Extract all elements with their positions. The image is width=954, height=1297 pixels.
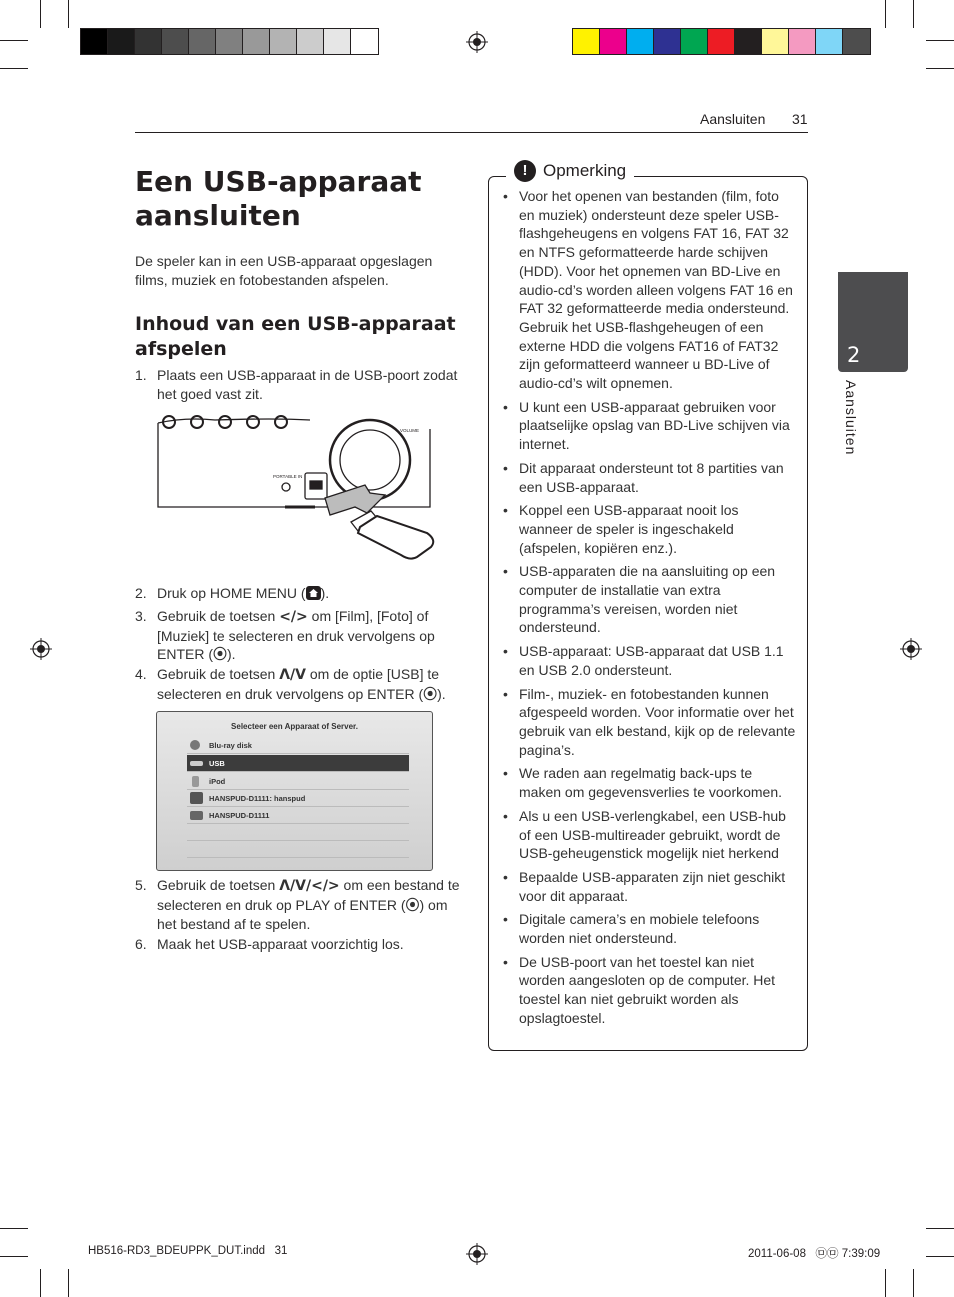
color-swatch <box>735 29 762 54</box>
intro-text: De speler kan in een USB-apparaat opgeslagen films, muziek en fotobestanden afspelen. <box>135 253 433 288</box>
note-item: • Koppel een USB-apparaat nooit los wanneer de speler is ingeschakeld (afspelen, kopiëren enz.). <box>503 501 796 557</box>
color-swatch <box>81 29 108 54</box>
step-2: 2. Druk op HOME MENU ( ). <box>135 585 330 601</box>
color-swatch <box>654 29 681 54</box>
crop-mark <box>913 1269 914 1297</box>
header-rule <box>135 132 808 133</box>
page-title: Een USB-apparaat aansluiten <box>135 165 422 232</box>
color-swatch <box>816 29 843 54</box>
header-section: Aansluiten <box>700 111 766 127</box>
note-item: • Voor het openen van bestanden (film, foto en muziek) ondersteunt deze speler USB-flashgeheugens en volgens FAT 16, FAT 32 en NTFS geformatteerde harde schijven (HDD). Voor het opnemen van BD-Live en audio-cd’s worden alleen volgens FAT 16 en FAT 32 geformatteerde media ondersteund. Gebruik het USB-flashgeheugen of een externe HDD die volgens FAT16 of FAT32 zijn geformatteerd wanneer u BD-Live of audio-cd’s wilt opnemen. <box>503 187 796 393</box>
crop-mark <box>926 40 954 41</box>
crop-mark <box>68 1269 69 1297</box>
volume-label: VOLUME <box>400 428 420 433</box>
color-swatch <box>216 29 243 54</box>
note-label: Opmerking <box>543 161 627 180</box>
menu-item-server-1[interactable]: HANSPUD-D1111: hanspud <box>187 790 409 807</box>
menu-item-ipod[interactable]: iPod <box>187 773 409 790</box>
grayscale-bar <box>80 28 379 55</box>
footer-datetime: 2011-06-08 ㉤㉤ 7:39:09 <box>748 1248 881 1260</box>
color-swatch <box>162 29 189 54</box>
crop-mark <box>926 1228 954 1229</box>
step-3: 3. Gebruik de toetsen </> om [Film], [Foto] of [Muziek] te selecteren en druk vervolgens op ENTER (⦿). <box>135 608 435 663</box>
note-item: • Film-, muziek- en fotobestanden kunnen afgespeeld worden. Voor informatie over het gebruik van elk bestand, kijk op de relevante pagina’s. <box>503 685 796 760</box>
home-icon <box>306 586 321 600</box>
color-swatch <box>681 29 708 54</box>
footer-filename: HB516-RD3_BDEUPPK_DUT.indd 31 <box>88 1245 288 1257</box>
portable-in-label: PORTABLE IN <box>273 474 303 479</box>
note-item: • USB-apparaten die na aansluiting op een computer de installatie van extra programma’s vereisen, worden niet ondersteund. <box>503 562 796 637</box>
color-swatch <box>270 29 297 54</box>
menu-empty-row <box>187 841 409 858</box>
step-6: 6. Maak het USB-apparaat voorzichtig los. <box>135 936 404 952</box>
crop-mark <box>885 1269 886 1297</box>
crop-mark <box>0 1256 28 1257</box>
exclamation-icon: ! <box>514 160 536 182</box>
step-1: 1. Plaats een USB-apparaat in de USB-poort zodat het goed vast zit. <box>135 367 458 402</box>
crop-mark <box>68 0 69 28</box>
crop-mark <box>0 68 28 69</box>
registration-mark-icon <box>466 1243 488 1265</box>
enter-icon: ⦿ <box>405 897 420 914</box>
crop-mark <box>40 1269 41 1297</box>
menu-item-server-2[interactable]: HANSPUD-D1111 <box>187 807 409 824</box>
left-right-arrows-icon: </> <box>279 609 308 625</box>
disc-icon <box>190 740 200 750</box>
note-item: • U kunt een USB-apparaat gebruiken voor plaatselijke opslag van BD-Live schijven via internet. <box>503 398 796 454</box>
device-usb-illustration <box>155 415 440 565</box>
note-item: • Dit apparaat ondersteunt tot 8 partities van een USB-apparaat. <box>503 459 796 496</box>
step-4: 4. Gebruik de toetsen Λ/V om de optie [USB] te selecteren en druk vervolgens op ENTER (⦿). <box>135 666 446 703</box>
color-swatch <box>600 29 627 54</box>
color-swatch <box>789 29 816 54</box>
registration-mark-icon <box>466 31 488 53</box>
note-list <box>503 187 796 1033</box>
registration-mark-icon <box>900 638 922 660</box>
crop-mark <box>0 1228 28 1229</box>
enter-icon: ⦿ <box>423 686 438 703</box>
color-swatch <box>297 29 324 54</box>
note-item: • USB-apparaat: USB-apparaat dat USB 1.1 en USB 2.0 ondersteunt. <box>503 642 796 679</box>
color-swatch <box>708 29 735 54</box>
chapter-label: Aansluiten <box>843 380 859 456</box>
color-swatch <box>135 29 162 54</box>
color-bar <box>572 28 871 55</box>
color-swatch <box>627 29 654 54</box>
enter-icon: ⦿ <box>213 647 227 663</box>
crop-mark <box>885 0 886 28</box>
page-number: 31 <box>792 111 808 127</box>
crop-mark <box>913 0 914 28</box>
step-5: 5. Gebruik de toetsen Λ/V/</> om een bestand te selecteren en druk op PLAY of ENTER (⦿) om het bestand af te spelen. <box>135 877 460 932</box>
note-header <box>506 158 634 184</box>
ipod-icon <box>192 776 199 787</box>
note-item: • De USB-poort van het toestel kan niet worden aangesloten op de computer. Het toestel kan niet gebruikt worden als opslagtoestel. <box>503 953 796 1028</box>
color-swatch <box>189 29 216 54</box>
menu-empty-row <box>187 824 409 841</box>
note-item: • Bepaalde USB-apparaten zijn niet geschikt voor dit apparaat. <box>503 868 796 905</box>
color-swatch <box>324 29 351 54</box>
color-swatch <box>243 29 270 54</box>
color-swatch <box>843 29 870 54</box>
up-down-arrows-icon: Λ/V <box>279 667 306 683</box>
crop-mark <box>926 1256 954 1257</box>
crop-mark <box>926 68 954 69</box>
menu-title: Selecteer een Apparaat of Server. <box>231 722 358 731</box>
device-select-menu <box>156 711 433 871</box>
note-item: • Digitale camera’s en mobiele telefoons worden niet ondersteund. <box>503 910 796 947</box>
color-swatch <box>573 29 600 54</box>
menu-item-usb[interactable]: USB <box>187 755 409 772</box>
chapter-number: 2 <box>847 343 861 367</box>
menu-item-bluray[interactable]: Blu-ray disk <box>187 737 409 754</box>
section-heading: Inhoud van een USB-apparaat afspelen <box>135 313 456 360</box>
usb-icon <box>190 761 203 766</box>
crop-mark <box>0 40 28 41</box>
color-swatch <box>108 29 135 54</box>
pc-server-icon <box>190 811 203 820</box>
registration-mark-icon <box>30 638 52 660</box>
crop-mark <box>40 0 41 28</box>
note-item: • We raden aan regelmatig back-ups te maken om gegevensverlies te voorkomen. <box>503 764 796 801</box>
note-item: • Als u een USB-verlengkabel, een USB-hub of een USB-multireader gebruikt, wordt de USB-geheugenstick mogelijk niet herkend <box>503 807 796 863</box>
navigation-arrows-icon: Λ/V/</> <box>279 878 340 894</box>
dlna-server-icon <box>190 792 203 804</box>
color-swatch <box>351 29 378 54</box>
color-swatch <box>762 29 789 54</box>
